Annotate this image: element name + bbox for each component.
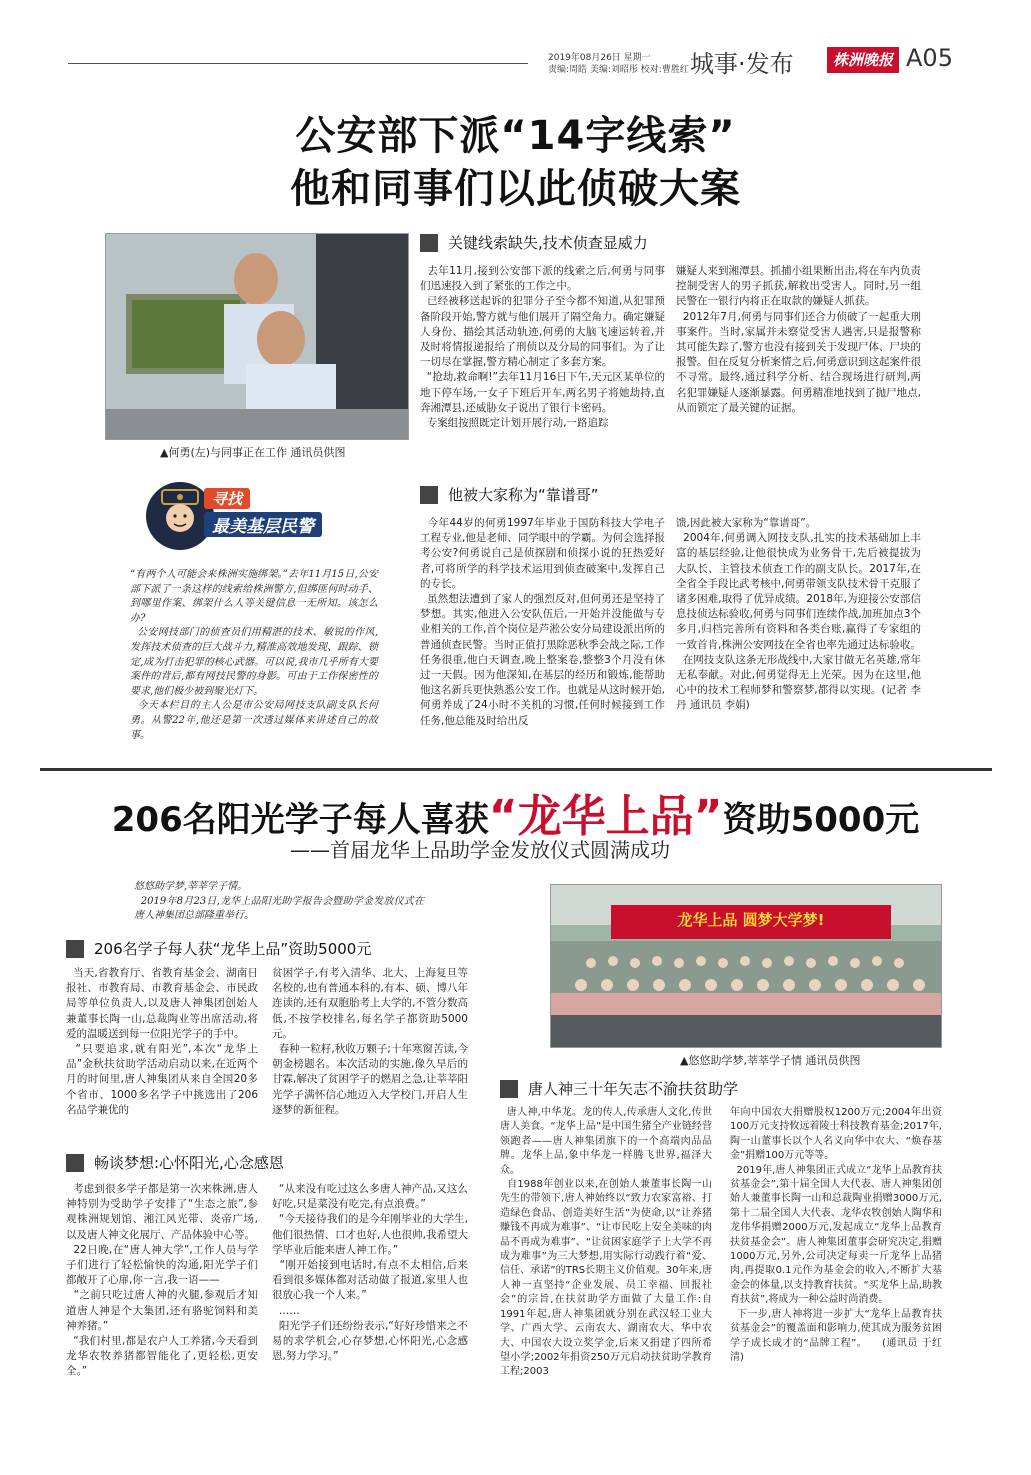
group-photo-banner: 龙华上品 圆梦大学梦!	[677, 911, 825, 929]
badge-title-line2: 最美基层民警	[204, 512, 322, 537]
story2-section3-title: 唐人神三十年矢志不渝扶贫助学	[528, 1080, 739, 1098]
story1-headline-line1: 公安部下派“14字线索”	[295, 113, 736, 159]
story1-section1-col1: 去年11月,接到公安部下派的线索之后,何勇与同事们迅速投入到了紧张的工作之中。 已经被移送起诉的犯罪分子至今都不知道,从犯罪预备阶段开始,警方就与他们展开了隔空角力。确定嫌疑人身份、描绘其活动轨迹,何勇的大脑飞速运转着,并及时将情报递报给了刑侦以及分局的同事们。为了让一切尽在掌握,警方精心制定了多套方案。 “抢劫,救命啊!”去年11月16日下午,天元区某单位的地下停车场,一女子下班后开车,两名男子将她劫持,直奔湘潭县,还威胁女子说出了银行卡密码。 专案组按照既定计划开展行动,一路追踪	[420, 265, 665, 430]
story1-intro: “有两个人可能会来株洲实施绑架。”去年11月15日,公安部下派了一条这样的线索给株洲警方,但绑匪何时动手、到哪里作案、绑架什么人等关键信息一无所知。该怎么办? 公安网技部门的侦查员们用精湛的技术、敏锐的作风,发挥技术侦查的巨大战斗力,精准高效地发现、跟踪、锁定,成为打击犯罪的核心武器。可以说,我市几乎所有大要案件的背后,都有网技民警的身影。可由于工作保密性的要求,他们极少被到聚光灯下。 今天本栏目的主人公是市公安局网技支队副支队长何勇。从警22年,他还是第一次透过媒体来讲述自己的故事。	[130, 569, 379, 741]
story2-section1-col2: 贫困学子,有考入清华、北大、上海复旦等名校的,也有普通本科的,有本、硕、博八年连读的,还有双胞胎考上大学的,不管分数高低,不按学校排名,每名学子都资助5000元。 春种一粒籽,秋收万颗子;十年寒窗苦读,今朝金榜题名。本次活动的实施,像久旱后的甘霖,解决了贫困学子的燃眉之急,让莘莘阳光学子满怀信心地迈入大学校门,开启人生逐梦的新征程。	[272, 967, 468, 1116]
story2-lead: 悠悠助学梦,莘莘学子情。 2019年8月23日,龙华上品阳光助学报告会暨助学金发放仪式在唐人神集团总部隆重举行。	[134, 881, 424, 922]
group-photo	[550, 884, 942, 1048]
section-marker-icon	[66, 1154, 84, 1172]
story2-section3-col2: 年向中国农大捐赠股权1200万元;2004年出资100万元支持攸远着陵士科技教育基金;2017年,陶一山董事长以个人名义向华中农大、“焕春基金”捐赠100万元等等。 2019年,唐人神集团正式成立“龙华上品教育扶贫基金会”,第十届全国人大代表、唐人神集团创始人兼董事长陶一山和总裁陶业捐赠3000万元,第十二届全国人大代表、龙华农牧创始人陶华和龙伟华捐赠2000万元,发起成立“龙华上品教育扶贫基金会”。唐人神集团董事会研究决定,捐赠1000万元,另外,公司决定每卖一斤龙华上品猪肉,再提取0.1元作为基金会的收入,不断扩大基金会的体量,以支持教育扶贫。“买龙华上品,助教育扶贫”,将成为一种公益时尚消费。 下一步,唐人神将进一步扩大“龙华上品教育扶贫基金会”的覆盖面和影响力,使其成为服务贫困学子成长成才的“品牌工程”。 (通讯员 于红清)	[730, 1107, 943, 1363]
section-name: 城事·发布	[690, 50, 794, 78]
story2-section2-col2: “从来没有吃过这么多唐人神产品,又这么好吃,只是菜没有吃完,有点浪费。” “今天接待我们的是今年刚毕业的大学生,他们很热情、口才也好,人也很帅,我希望大学毕业后能来唐人神工作。” “刚开始接到电话时,有点不太相信,后来看到很多媒体都对活动做了报道,家里人也很放心我一个人来。” …… 阳光学子们还纷纷表示,“好好珍惜来之不易的求学机会,心存梦想,心怀阳光,心念感恩,努力学习。”	[272, 1183, 468, 1363]
newspaper-logo: 株洲晚报	[827, 47, 899, 73]
story2-section3-heading	[500, 1078, 738, 1099]
story2-section2-title: 畅谈梦想:心怀阳光,心念感恩	[94, 1154, 284, 1172]
story1-section2-title: 他被大家称为“靠谱哥”	[448, 486, 599, 504]
police-officers-photo	[105, 233, 409, 440]
story2-section2-col1: 考虑到很多学子都是第一次来株洲,唐人神特别为受助学子安排了“生态之旅”,参观株洲规划馆、湘江风光带、炎帝广场,以及唐人神文化展厅、产品体验中心等。 22日晚,在“唐人神大学”,工作人员与学子们进行了轻松愉快的沟通,阳光学子们都敞开了心扉,你一言,我一语—— “之前只吃过唐人神的火腿,参观后才知道唐人神是个大集团,还有骆驼饲料和美神养猪。” “我们村里,都是农户人工养猪,今天看到龙华农牧养猪都智能化了,更轻松,更安全。”	[66, 1183, 258, 1378]
story1-section1-heading	[420, 232, 648, 253]
story-divider	[40, 768, 992, 771]
story1-section2-col2: 馈,因此被大家称为“靠谱哥”。 2004年,何勇调入网技支队,扎实的技术基础加上丰富的基层经验,让他很快成为业务骨干,先后被提拔为大队长、主管技术侦查工作的副支队长。2017年,在全省全手段比武考核中,何勇带领支队技术骨干克服了诸多困难,取得了优异成绩。2018年,为迎接公安部信息技侦达标验收,何勇与同事们连续作战,加班加点3个多月,归档完善所有资料和各类台账,赢得了专家组的一致首肯,株洲公安网技在全省也率先通过达标验收。 在网技支队这条无形战线中,大家甘做无名英雄,常年无私奉献。对此,何勇觉得无上光荣。因为在这里,他心中的技术工程师梦和警察梦,都得以实现。(记者 李丹 通讯员 李娟)	[676, 517, 921, 712]
section-marker-icon	[66, 940, 84, 958]
story2-headline-pre: 206名阳光学子每人喜获	[111, 800, 489, 840]
story2-section1-col1: 当天,省教育厅、省教育基金会、湖南日报社、市教育局、市教育基金会、市民政局等单位负责人,以及唐人神集团创始人兼董事长陶一山,总裁陶业等出席活动,将爱的温暖送到每一位阳光学子的手中。 “只要追求,就有阳光”,本次“龙华上品”金秋扶贫助学活动启动以来,在近两个月的时间里,唐人神集团从来自全国20多个省市、1000多名学子中挑选出了206名品学兼优的	[66, 967, 258, 1116]
story2-section1-title: 206名学子每人获“龙华上品”资助5000元	[94, 940, 372, 958]
story1-section2-heading	[420, 484, 599, 505]
story2-section1-heading	[66, 938, 371, 959]
issue-date: 2019年08月26日 星期一	[548, 53, 651, 63]
story2-headline-post: 资助5000元	[722, 800, 920, 840]
story2-section2-heading	[66, 1152, 284, 1173]
group-photo-caption: ▲悠悠助学梦,莘莘学子情 通讯员供图	[680, 1054, 861, 1067]
section-marker-icon	[420, 486, 438, 504]
editor-credits: 责编:周皓 美编:刘昭彤 校对:曹胜红	[548, 65, 689, 75]
page-number: A05	[906, 44, 953, 72]
badge-title-line1: 寻找	[204, 488, 250, 509]
section-marker-icon	[500, 1080, 518, 1098]
story1-section1-title: 关键线索缺失,技术侦查显威力	[448, 234, 648, 252]
police-photo-caption: ▲何勇(左)与同事正在工作 通讯员供图	[160, 446, 346, 459]
section-marker-icon	[420, 234, 438, 252]
story1-headline-line2: 他和同事们以此侦破大案	[290, 166, 741, 212]
story2-headline-brand: “龙华上品”	[488, 791, 723, 842]
story1-section1-col2: 嫌疑人来到湘潭县。抓捕小组果断出击,将在车内负责控制受害人的男子抓获,解救出受害人。同时,另一组民警在一银行内将正在取款的嫌疑人抓获。 2012年7月,何勇与同事们还合力侦破了一起重大刑事案件。当时,家属并未察觉受害人遇害,只是报警称其可能失踪了,警方也没有接到关于发现尸体、尸块的报警。但在反复分析案情之后,何勇意识到这起案件很不寻常。最终,通过科学分析、结合现场进行研判,两名犯罪嫌疑人逐渐暴露。何勇精准地找到了抛尸地点,从而锁定了最关键的证据。	[676, 265, 921, 414]
story2-subheadline: ——首届龙华上品助学金发放仪式圆满成功	[290, 838, 670, 862]
story2-section3-col1: 唐人神,中华龙。龙的传人,传承唐人文化,传世唐人美食。“龙华上品”是中国生猪全产业链经营领跑者——唐人神集团旗下的一个高端肉品品牌。龙华上品,象中华龙一样腾飞世界,福泽大众。 自1988年创业以来,在创始人兼董事长陶一山先生的带领下,唐人神始终以“致力农家富裕、打造绿色食品、创造美好生活”为使命,以“让养猪赚钱不再成为难事”、“让市民吃上安全美味的肉品不再成为难事”、“让贫困家庭学子上大学不再成为难事”为三大梦想,用实际行动践行着“爱、信任、承诺”的TRS长期主义价值观。30年来,唐人神一直坚持“企业发展、员工幸福、回报社会”的宗旨,在扶贫助学方面做了大量工作:自1991年起,唐人神集团就分别在武汉轻工业大学、广西大学、云南农大、湖南农大、华中农大、中国农大设立奖学金,后来又捐建了四所希望小学;2002年捐资250万元启动扶贫助学教育工程;2003	[500, 1107, 712, 1378]
column-badge	[140, 476, 380, 552]
story1-section2-col1: 今年44岁的何勇1997年毕业于国防科技大学电子工程专业,他是老师、同学眼中的学霸。为何会选择报考公安?何勇说自己是侦探剧和侦探小说的狂热爱好者,可将所学的科学技术运用到侦查破案中,发挥自己的专长。 虽然想法遭到了家人的强烈反对,但何勇还是坚持了梦想。其实,他进入公安队伍后,一开始并没能做与专业相关的工作,首个岗位是芦淞公安分局建设派出所的普通侦查民警。当时正值打黑除恶秋季会战之际,工作任务很重,他白天调查,晚上整案卷,整整3个月没有休过一天假。因为他深知,在基层的经历和锻炼,能帮助他这名新兵更快熟悉公安工作。也就是从这时候开始,何勇养成了24小时不关机的习惯,任何时候接到工作任务,他总能及时给出反	[420, 517, 665, 727]
